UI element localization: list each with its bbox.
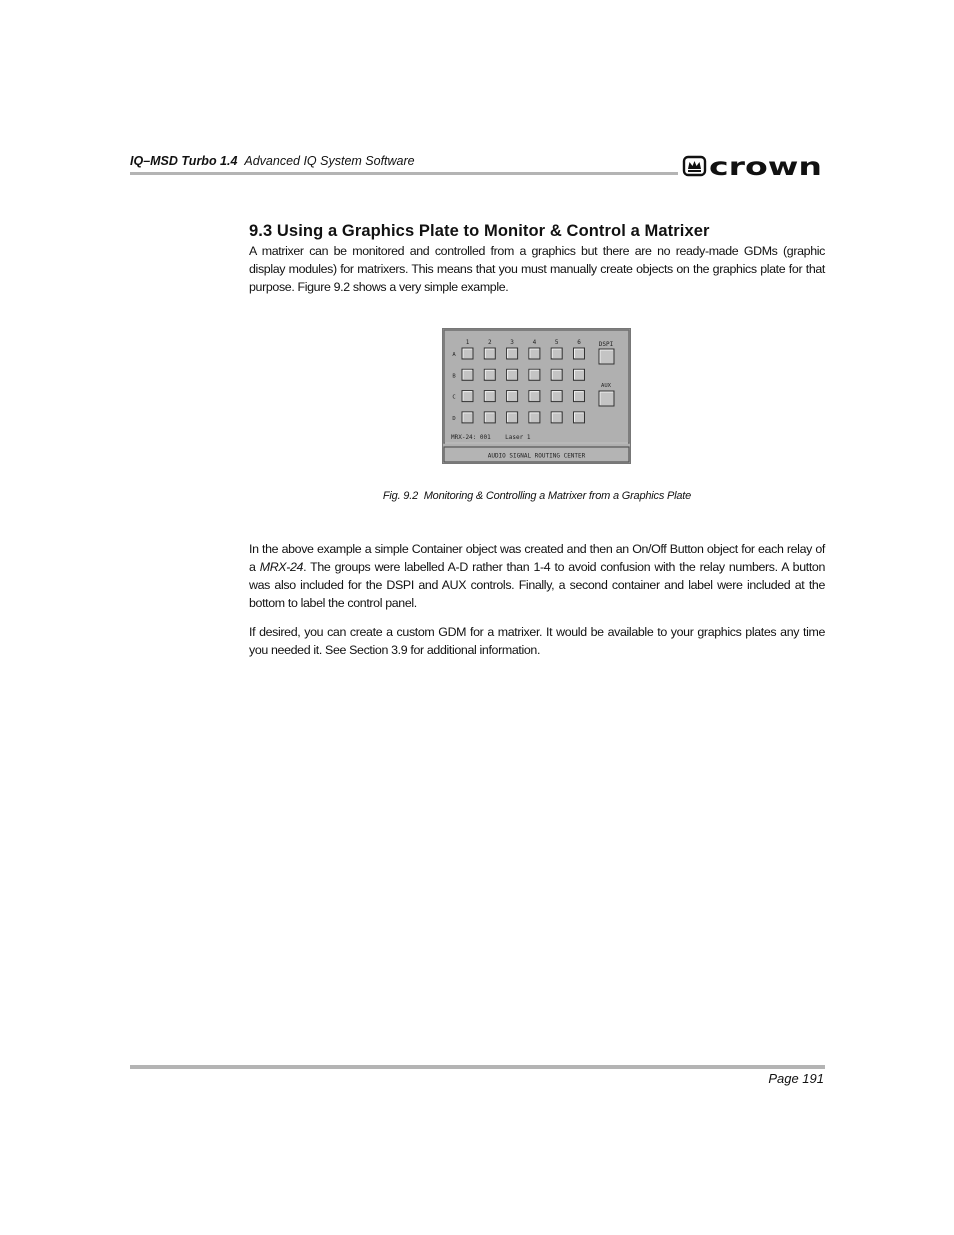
- footer-rule: [130, 1065, 825, 1069]
- column-label: 5: [554, 339, 559, 346]
- crown-logo: [682, 154, 824, 178]
- column-label: 6: [577, 339, 581, 346]
- relay-button[interactable]: [507, 412, 518, 423]
- column-label: 1: [465, 339, 470, 346]
- header-rule: [130, 172, 678, 175]
- relay-button[interactable]: [507, 348, 518, 359]
- column-label: 3: [510, 339, 514, 346]
- relay-button[interactable]: [507, 369, 518, 380]
- product-name: IQ–MSD Turbo 1.4: [130, 154, 238, 168]
- relay-button[interactable]: [462, 348, 473, 359]
- relay-button[interactable]: [484, 369, 495, 380]
- relay-button[interactable]: [574, 391, 585, 402]
- relay-button[interactable]: [551, 391, 562, 402]
- relay-button[interactable]: [574, 348, 585, 359]
- relay-button[interactable]: [574, 369, 585, 380]
- relay-button[interactable]: [484, 348, 495, 359]
- custom-gdm-paragraph: If desired, you can create a custom GDM for a matrixer. It would be available to your graphics plates any time you needed it. See Section 3.9 for additional information.: [249, 625, 825, 657]
- page-number: Page 191: [768, 1071, 824, 1086]
- dspi-label: DSPI: [598, 341, 614, 348]
- relay-button[interactable]: [551, 348, 562, 359]
- relay-button[interactable]: [574, 412, 585, 423]
- explanation-paragraph: [249, 540, 825, 612]
- relay-button[interactable]: [529, 348, 540, 359]
- logo-wordmark: crown: [709, 154, 822, 178]
- relay-button[interactable]: [529, 391, 540, 402]
- figure-graphics-plate: [442, 328, 631, 464]
- header-subtitle: Advanced IQ System Software: [244, 154, 415, 168]
- figure-caption: Fig. 9.2 Monitoring & Controlling a Matrixer from a Graphics Plate: [382, 490, 692, 502]
- row-label: B: [452, 373, 456, 380]
- explanation-text-2: . The groups were labelled A-D rather than 1-4 to avoid confusion with the relay numbers. A button was also included for the DSPI and AUX controls. Finally, a second container and label were included at the bottom to label the control panel.: [249, 560, 826, 610]
- explanation-text-1: In the above example a simple Container object was created and then an On/Off Button object for each relay of a: [249, 542, 825, 574]
- section-heading: 9.3 Using a Graphics Plate to Monitor & Control a Matrixer: [249, 222, 710, 240]
- row-label: A: [452, 352, 456, 358]
- running-header: [130, 154, 415, 168]
- relay-button[interactable]: [529, 412, 540, 423]
- relay-button[interactable]: [529, 369, 540, 380]
- row-label: D: [452, 415, 456, 422]
- status-readout: MRX-24: 001 Laser 1: [451, 434, 531, 441]
- column-label: 2: [487, 339, 492, 346]
- aux-button[interactable]: [599, 391, 614, 406]
- relay-button[interactable]: [551, 412, 562, 423]
- relay-button[interactable]: [462, 412, 473, 423]
- relay-button[interactable]: [551, 369, 562, 380]
- row-label: C: [452, 394, 456, 401]
- intro-paragraph: A matrixer can be monitored and controlled from a graphics but there are no ready-made GDMs (graphic display modules) for matrixers. This means that you must manually create objects on the graphics plate for that purpose. Figure 9.2 shows a very simple example.: [249, 244, 825, 294]
- relay-button[interactable]: [462, 369, 473, 380]
- relay-button[interactable]: [484, 412, 495, 423]
- dspi-button[interactable]: [599, 349, 614, 364]
- banner-label: AUDIO SIGNAL ROUTING CENTER: [487, 452, 586, 460]
- model-name: MRX-24: [259, 560, 304, 574]
- relay-button[interactable]: [462, 391, 473, 402]
- aux-label: AUX: [601, 383, 611, 389]
- relay-button[interactable]: [507, 391, 518, 402]
- column-label: 4: [532, 339, 537, 346]
- relay-button[interactable]: [484, 391, 495, 402]
- crown-icon: [684, 157, 705, 175]
